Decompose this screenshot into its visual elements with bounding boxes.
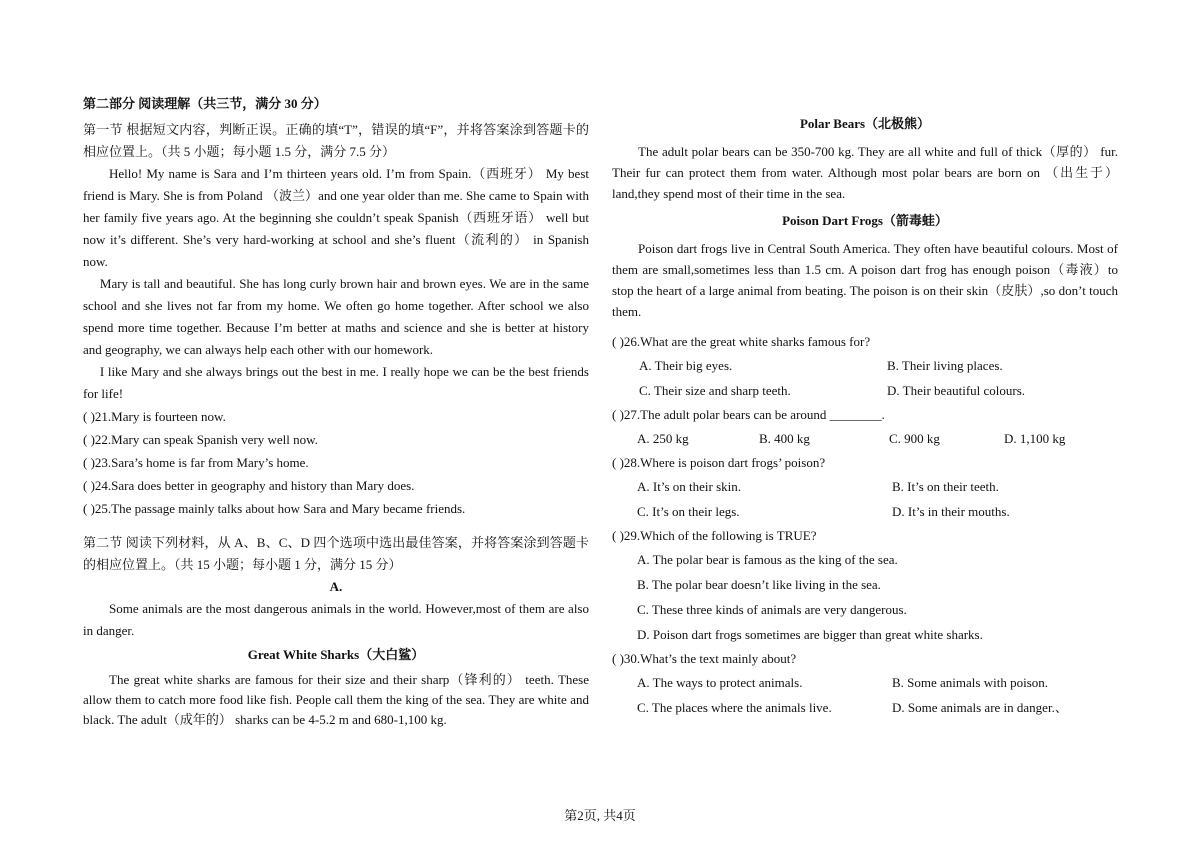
q28-option-d: D. It’s in their mouths. [892, 504, 1010, 519]
question-26: ( )26.What are the great white sharks famous for? [612, 334, 871, 349]
frog-heading: Poison Dart Frogs（箭毒蛙） [782, 213, 948, 228]
frog-paragraph: Poison dart frogs live in Central South America. They often have beautiful colours. Most of them are small,sometimes less than 1.5 cm. A poison dart frog has enough poison（毒液）to stop the heart of a large animal from beating. The poison is on their skin（皮肤）,so don’t touch them. [612, 241, 1118, 319]
q29-option-a: A. The polar bear is famous as the king of the sea. [637, 552, 898, 567]
q30-option-d: D. Some animals are in danger.、 [892, 700, 1068, 715]
q30-option-b: B. Some animals with poison. [892, 675, 1048, 690]
q29-option-d: D. Poison dart frogs sometimes are bigger than great white sharks. [637, 627, 983, 642]
passage-label: A. [329, 579, 343, 594]
question-28: ( )28.Where is poison dart frogs’ poison? [612, 455, 826, 470]
shark-heading: Great White Sharks（大白鲨） [247, 647, 425, 662]
q26-option-c: C. Their size and sharp teeth. [639, 383, 791, 398]
section1-instructions: 第一节 根据短文内容，判断正误。正确的填“T”，错误的填“F”，并将答案涂到答题卡的相应位置上。（共 5 小题；每小题 1.5 分，满分 7.5 分） [83, 122, 589, 159]
question-23: ( )23.Sara’s home is far from Mary’s home. [83, 455, 309, 470]
q30-option-a: A. The ways to protect animals. [637, 675, 803, 690]
shark-paragraph: The great white sharks are famous for their size and their sharp（锋利的） teeth. These allow them to catch more food like fish. People call them the king of the sea. They are white and black. The adult（成年的） sharks can be 4-5.2 m and 680-1,100 kg. [83, 672, 589, 727]
question-30: ( )30.What’s the text mainly about? [612, 651, 797, 666]
right-column [612, 113, 1118, 720]
q26-option-b: B. Their living places. [887, 358, 1003, 373]
question-28-options [612, 474, 1118, 524]
question-21: ( )21.Mary is fourteen now. [83, 409, 226, 424]
left-column [83, 93, 589, 730]
question-29-options [612, 547, 1118, 647]
part-title: 第二部分 阅读理解（共三节，满分 30 分） [83, 96, 327, 111]
q28-option-b: B. It’s on their teeth. [892, 479, 999, 494]
q28-option-c: C. It’s on their legs. [637, 504, 740, 519]
q26-option-a: A. Their big eyes. [639, 358, 733, 373]
intro-paragraph: Some animals are the most dangerous animals in the world. However,most of them are also in danger. [83, 601, 589, 638]
q27-option-d: D. 1,100 kg [1004, 431, 1066, 446]
question-27-options [612, 426, 1118, 451]
question-24: ( )24.Sara does better in geography and history than Mary does. [83, 478, 415, 493]
question-26-options [612, 353, 1118, 403]
q28-option-a: A. It’s on their skin. [637, 479, 741, 494]
q27-option-a: A. 250 kg [637, 431, 689, 446]
question-30-options [612, 670, 1118, 720]
q27-option-c: C. 900 kg [889, 431, 940, 446]
q26-option-d: D. Their beautiful colours. [887, 383, 1026, 398]
question-22: ( )22.Mary can speak Spanish very well now. [83, 432, 318, 447]
section2-instructions: 第二节 阅读下列材料，从 A、B、C、D 四个选项中选出最佳答案，并将答案涂到答题卡的相应位置上。（共 15 小题；每小题 1 分，满分 15 分） [83, 535, 589, 572]
q29-option-b: B. The polar bear doesn’t like living in the sea. [637, 577, 881, 592]
q29-option-c: C. These three kinds of animals are very dangerous. [637, 602, 907, 617]
q30-option-c: C. The places where the animals live. [637, 700, 832, 715]
bear-heading: Polar Bears（北极熊） [799, 116, 931, 131]
passage1-para-2: Mary is tall and beautiful. She has long curly brown hair and brown eyes. We are in the same school and she lives not far from my home. We often go home together. After school we also spend more time together. Because I’m better at maths and science and she is better at history and geography, we can always help each other with our homework. [83, 276, 589, 357]
page-footer: 第2页, 共4页 [564, 808, 636, 823]
question-29: ( )29.Which of the following is TRUE? [612, 528, 817, 543]
question-25: ( )25.The passage mainly talks about how Sara and Mary became friends. [83, 501, 466, 516]
question-27: ( )27.The adult polar bears can be around ________. [612, 407, 885, 422]
bear-paragraph: The adult polar bears can be 350-700 kg. They are all white and full of thick（厚的） fur. Their fur can protect them from water. Although most polar bears are born on （出生于）land,they spend most of their time in the sea. [612, 144, 1118, 201]
passage1-para-3: I like Mary and she always brings out the best in me. I really hope we can be the best friends for life! [83, 364, 589, 401]
q27-option-b: B. 400 kg [759, 431, 810, 446]
passage1-para-1: Hello! My name is Sara and I’m thirteen years old. I’m from Spain.（西班牙） My best friend is Mary. She is from Poland （波兰）and one year older than me. She came to Spain with her family five years ago. At the beginning she couldn’t speak Spanish（西班牙语） well but now it’s different. She’s very hard-working at school and she’s fluent（流利的） in Spanish now. [83, 166, 589, 269]
